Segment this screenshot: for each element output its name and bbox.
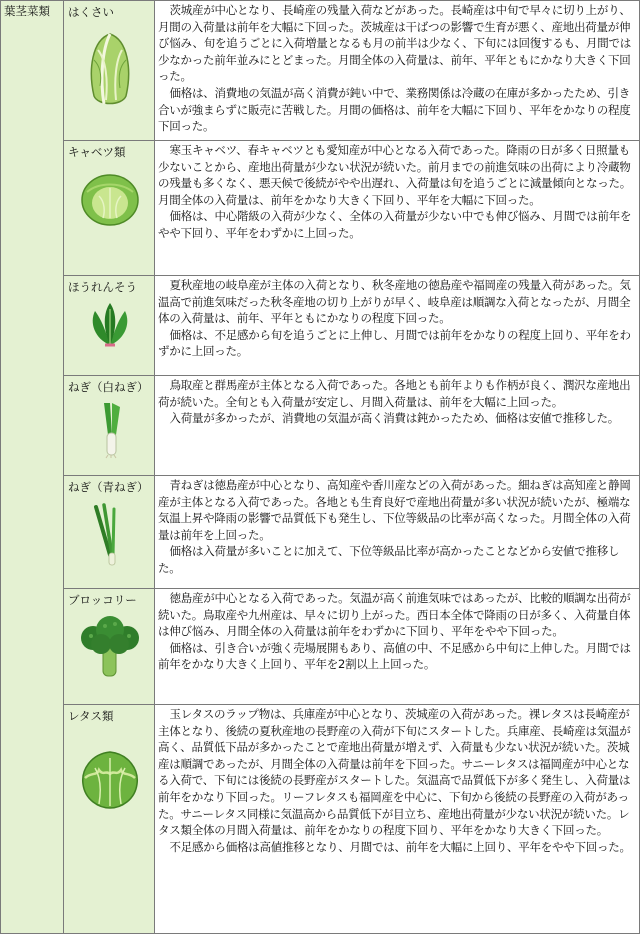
lettuce-icon (77, 748, 143, 810)
broccoli-icon (79, 614, 141, 680)
item-name: ほうれんそう (68, 280, 137, 294)
white-leek-icon (90, 401, 130, 459)
price-paragraph: 価格は、消費地の気温が高く消費が鈍い中で、業務関係は冷蔵の在庫が多かったため、引き合いが強まらずに販売に苦戦した。月間の価格は、前年を大幅に下回り、平年をかなりの程度下回った。 (158, 85, 631, 134)
item-description (155, 376, 640, 476)
price-paragraph: 不足感から価格は高値推移となり、月間では、前年を大幅に上回り、平年をやや下回った。 (169, 839, 631, 854)
item-description (155, 1, 640, 141)
item-description (155, 141, 640, 276)
supply-paragraph: 夏秋産地の岐阜産が主体の入荷となり、秋冬産地の徳島産や福岡産の残量入荷があった。気温高で前進気味だった秋冬産地の切り上がりが早く、岐阜産は順調な入荷となったが、月間全体の入荷量は、前年、平年ともにかなりの程度下回った。 (158, 278, 631, 326)
table-row (1, 376, 640, 476)
table-row (1, 476, 640, 589)
item-name-cell (64, 705, 155, 934)
spinach-icon (85, 299, 135, 349)
item-name-cell (64, 376, 155, 476)
item-description (155, 276, 640, 376)
item-name: ブロッコリー (68, 593, 137, 607)
supply-paragraph: 寒玉キャベツ、春キャベツとも愛知産が中心となる入荷であった。降雨の日が多く日照量も少ないことから、産地出荷量が少ない状況が続いた。前月までの前進気味の出荷により冷蔵物の残量も多くなく、悪天候で後続がやや出遅れ、入荷量は旬を追うごとに減量傾向となった。月間全体の入荷量は、前年をかなり大きく下回り、平年を大幅に下回った。 (158, 143, 631, 207)
price-paragraph: 価格は、引き合いが強く売場展開もあり、高値の中、不足感から中旬に上伸した。月間では前年をかなり大きく上回り、平年を2割以上上回った。 (158, 640, 631, 672)
table-row (1, 705, 640, 934)
price-paragraph: 入荷量が多かったが、消費地の気温が高く消費は鈍かったため、価格は安値で推移した。 (169, 411, 620, 426)
item-name-cell (64, 1, 155, 141)
price-paragraph: 価格は入荷量が多いことに加えて、下位等級品比率が高かったことなどから安値で推移した。 (158, 544, 620, 575)
price-paragraph: 価格は、不足感から旬を追うごとに上伸し、月間では前年をかなりの程度上回り、平年をわずかに上回った。 (158, 327, 631, 359)
supply-paragraph: 徳島産が中心となる入荷であった。気温が高く前進気味ではあったが、比較的順調な出荷が続いた。鳥取産や九州産は、早々に切り上がった。西日本全体で降雨の日が多く、入荷量自体は伸び悩み、月間全体の入荷量は前年をわずかに下回り、平年をやや下回った。 (158, 591, 631, 639)
item-name: キャベツ類 (68, 145, 126, 159)
item-name-cell (64, 141, 155, 276)
category-cell (1, 1, 64, 934)
item-description (155, 589, 640, 705)
green-onion-icon (90, 503, 130, 569)
item-description (155, 476, 640, 589)
napa-cabbage-icon (82, 30, 138, 110)
item-name: はくさい (68, 5, 114, 19)
item-name-cell (64, 276, 155, 376)
item-name: ねぎ（青ねぎ） (68, 480, 149, 494)
item-description (155, 705, 640, 934)
price-paragraph: 価格は、中心階級の入荷が少なく、全体の入荷量が少ない中でも伸び悩み、月間では前年をやや下回り、平年をわずかに上回った。 (158, 209, 632, 240)
supply-paragraph: 鳥取産と群馬産が主体となる入荷であった。各地とも前年よりも作柄が良く、潤沢な産地出荷が続いた。全旬とも入荷量が安定し、月間入荷量は、前年を大幅に上回った。 (158, 378, 631, 409)
item-name: レタス類 (68, 709, 114, 723)
category-label: 葉茎菜類 (4, 4, 50, 18)
supply-paragraph: 青ねぎは徳島産が中心となり、高知産や香川産などの入荷があった。細ねぎは高知産と静岡産が主体となる入荷であった。各地とも生育良好で産地出荷量が多い状況が続いたが、極端な気温上昇や降雨の影響で品質低下も発生し、下位等級品の比率が高くなった。月間全体の入荷量は前年を上回った。 (158, 478, 631, 542)
table-row (1, 589, 640, 705)
item-name-cell (64, 589, 155, 705)
supply-paragraph: 玉レタスのラップ物は、兵庫産が中心となり、茨城産の入荷があった。裸レタスは長崎産が主体となり、後続の夏秋産地の長野産の入荷が下旬にスタートした。兵庫産、長崎産は気温が高く、品質低下品が多かったことで産地出荷量が増えず、入荷量も少ない状況が続いた。茨城産は順調であったが、月間全体の入荷量は前年を下回った。サニーレタスは福岡産が中心となる入荷で、下旬には後続の長野産がスタートした。気温高で品質低下が多く発生し、入荷量は前年をかなり下回った。リーフレタスも福岡産を中心に、下旬から後続の長野産の入荷があった。サニーレタス同様に気温高から品質低下が目立ち、産地出荷量が少ない状況が続いた。レタス類全体の月間入荷量は、前年をかなりの程度下回り、平年をかなり大きく下回った。 (158, 707, 631, 838)
table-row (1, 1, 640, 141)
table-row (1, 276, 640, 376)
item-name-cell (64, 476, 155, 589)
table-row (1, 141, 640, 276)
item-name: ねぎ（白ねぎ） (68, 380, 149, 394)
cabbage-icon (79, 170, 141, 228)
supply-paragraph: 茨城産が中心となり、長崎産の残量入荷などがあった。長崎産は中旬で早々に切り上がり、月間の入荷量は前年を大幅に下回った。茨城産は干ばつの影響で生育が悪く、産地出荷量が伸び悩み、旬を追うごとに入荷増量となるも月の前半は少なく、下旬には回復するも、月間では少なかった前年並みにとどまった。月間全体の入荷量は、前年、平年ともにかなり大きく下回った。 (158, 3, 631, 84)
